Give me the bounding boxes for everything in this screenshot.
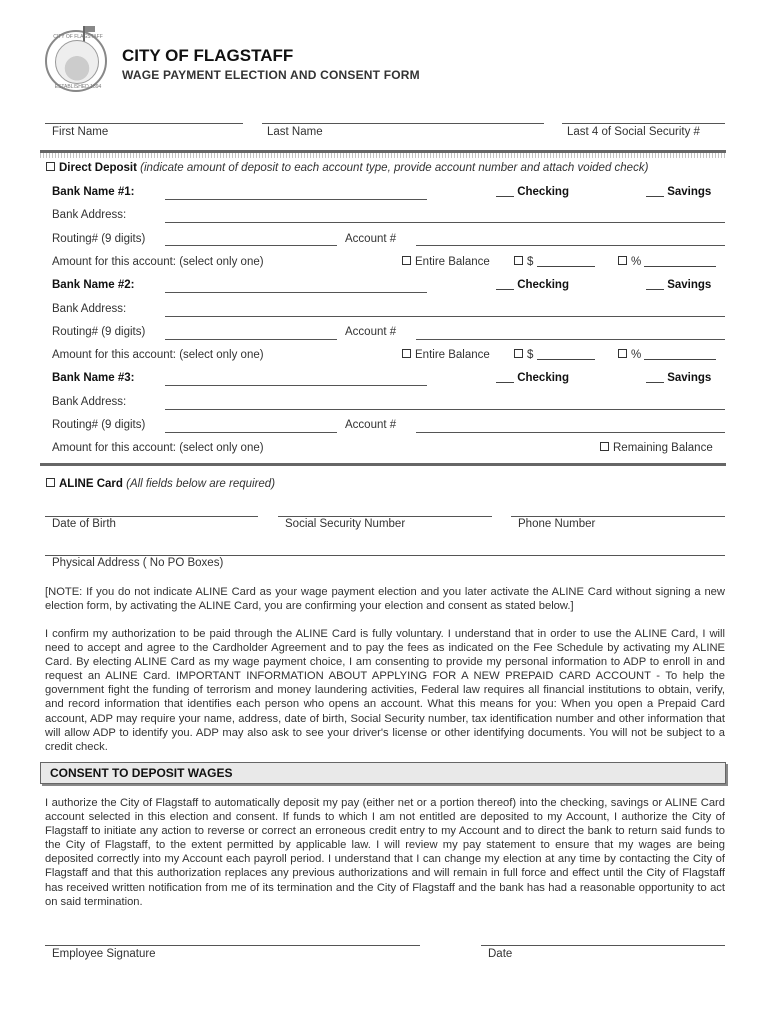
bank1-dollar-field[interactable] — [537, 266, 595, 267]
bank2-percent-checkbox[interactable] — [618, 349, 627, 358]
savings-label: Savings — [667, 372, 712, 384]
savings-label: Savings — [667, 186, 712, 198]
dob-label: Date of Birth — [52, 518, 116, 530]
ssn-last4-field[interactable] — [562, 123, 725, 124]
bank1-name-field[interactable] — [165, 199, 427, 200]
physical-address-label: Physical Address ( No PO Boxes) — [52, 557, 224, 569]
bank2-routing-field[interactable] — [165, 339, 337, 340]
page-title: CITY OF FLAGSTAFF — [122, 46, 294, 65]
ssn-label: Social Security Number — [285, 518, 406, 530]
seal-bottom-text: ESTABLISHED 1894 — [54, 84, 102, 90]
entire-balance-label: Entire Balance — [415, 256, 490, 268]
phone-label: Phone Number — [518, 518, 596, 530]
ssn-field[interactable] — [278, 516, 492, 517]
bank1-checking-option[interactable] — [496, 186, 569, 198]
savings-label: Savings — [667, 279, 712, 291]
seal-emblem — [55, 40, 99, 84]
bank1-entire-balance-option[interactable] — [402, 256, 490, 268]
bank2-dollar-option[interactable] — [514, 349, 595, 361]
bank2-label: Bank Name #2: — [52, 279, 135, 291]
bank3-checking-option[interactable] — [496, 372, 569, 384]
bank3-routing-field[interactable] — [165, 432, 337, 433]
bank1-dollar-option[interactable] — [514, 256, 595, 268]
aline-card-checkbox[interactable] — [46, 478, 55, 487]
direct-deposit-checkbox[interactable] — [46, 162, 55, 171]
bank2-savings-option[interactable] — [646, 279, 711, 291]
bank2-dollar-field[interactable] — [537, 359, 595, 360]
bank3-label: Bank Name #3: — [52, 372, 135, 384]
bank2-entire-balance-checkbox[interactable] — [402, 349, 411, 358]
bank3-savings-option[interactable] — [646, 372, 711, 384]
bank2-checking-blank[interactable] — [496, 289, 514, 290]
percent-label: % — [631, 256, 642, 268]
last-name-label: Last Name — [267, 126, 323, 138]
seal-top-text: CITY OF FLAGSTAFF — [53, 34, 103, 40]
consent-heading: CONSENT TO DEPOSIT WAGES — [50, 766, 233, 780]
direct-deposit-note: (indicate amount of deposit to each account type, provide account number and attach voided check) — [140, 162, 649, 174]
physical-address-field[interactable] — [45, 555, 725, 556]
bank3-account-field[interactable] — [416, 432, 725, 433]
city-seal — [45, 30, 107, 92]
phone-field[interactable] — [511, 516, 725, 517]
bank2-account-label: Account # — [345, 326, 397, 338]
checking-label: Checking — [517, 186, 569, 198]
bank3-savings-blank[interactable] — [646, 382, 664, 383]
percent-label: % — [631, 349, 642, 361]
bank2-address-label: Bank Address: — [52, 303, 127, 315]
bank1-label: Bank Name #1: — [52, 186, 135, 198]
first-name-field[interactable] — [45, 123, 243, 124]
bank1-percent-field[interactable] — [644, 266, 716, 267]
bank3-remaining-balance-checkbox[interactable] — [600, 442, 609, 451]
bank2-address-field[interactable] — [165, 316, 725, 317]
form-subtitle: WAGE PAYMENT ELECTION AND CONSENT FORM — [122, 68, 420, 82]
bank1-routing-field[interactable] — [165, 245, 337, 246]
dob-field[interactable] — [45, 516, 258, 517]
first-name-label: First Name — [52, 126, 109, 138]
checking-label: Checking — [517, 279, 569, 291]
aline-card-label: ALINE Card — [59, 478, 123, 490]
aline-card-note: (All fields below are required) — [126, 478, 276, 490]
bank1-dollar-checkbox[interactable] — [514, 256, 523, 265]
bank3-account-label: Account # — [345, 419, 397, 431]
consent-paragraph: I authorize the City of Flagstaff to automatically deposit my pay (either net or a portion thereof) into the checking, savings or ALINE Card account selected in this election and consent. If funds to which I am not entitled are deposited to my Account, I authorize the City of Flagstaff to initiate any action to reverse or correct an erroneous credit entry to my Account and to direct the bank to return said funds to the City of Flagstaff, to the extent permitted by applicable law. I will review my pay statement to ensure that my wages are being deposited correctly into my Account each payroll period. I understand that I can change my election at any time by contacting the City of Flagstaff and that this authorization replaces any previous authorizations and will remain in full force and effect until the City of Flagstaff has received written notification from me of its termination and the City of Flagstaff and the bank has had a reasonable opportunity to act on said termination. — [45, 797, 725, 908]
bank1-address-field[interactable] — [165, 222, 725, 223]
bank1-account-label: Account # — [345, 233, 397, 245]
bank2-percent-field[interactable] — [644, 359, 716, 360]
bank1-checking-blank[interactable] — [496, 196, 514, 197]
dollar-label: $ — [527, 256, 534, 268]
bank2-checking-option[interactable] — [496, 279, 569, 291]
bank1-account-field[interactable] — [416, 245, 725, 246]
bank1-amount-label: Amount for this account: (select only one) — [52, 256, 264, 268]
bank3-address-field[interactable] — [165, 409, 725, 410]
date-label: Date — [488, 948, 513, 960]
bank2-entire-balance-option[interactable] — [402, 349, 490, 361]
bank3-amount-label: Amount for this account: (select only one) — [52, 442, 264, 454]
direct-deposit-label: Direct Deposit — [59, 162, 137, 174]
bank1-percent-option[interactable] — [618, 256, 716, 268]
bank3-routing-label: Routing# (9 digits) — [52, 419, 146, 431]
bank1-percent-checkbox[interactable] — [618, 256, 627, 265]
bank2-account-field[interactable] — [416, 339, 725, 340]
bank2-name-field[interactable] — [165, 292, 427, 293]
aline-card-option[interactable] — [46, 478, 275, 490]
bank2-percent-option[interactable] — [618, 349, 716, 361]
bank2-dollar-checkbox[interactable] — [514, 349, 523, 358]
last-name-field[interactable] — [262, 123, 544, 124]
bank3-remaining-balance-option[interactable] — [600, 442, 713, 454]
employee-signature-field[interactable] — [45, 945, 420, 946]
entire-balance-label: Entire Balance — [415, 349, 490, 361]
bank1-routing-label: Routing# (9 digits) — [52, 233, 146, 245]
bank1-address-label: Bank Address: — [52, 209, 127, 221]
employee-signature-label: Employee Signature — [52, 948, 156, 960]
bank2-savings-blank[interactable] — [646, 289, 664, 290]
aline-confirm-paragraph: I confirm my authorization to be paid through the ALINE Card is fully voluntary. I understand that in order to use the ALINE Card, I will need to accept and agree to the Cardholder Agreement and to pay the fees as indicated on the Fee Schedule by activating my ALINE Card. By electing ALINE Card as my wage payment choice, I am consenting to provide my personal information to ADP to enroll in and request an ALINE Card. IMPORTANT INFORMATION ABOUT APPLYING FOR A NEW PREPAID CARD ACCOUNT - To help the government fight the funding of terrorism and money laundering activities, Federal law requires all financial institutions to obtain, verify, and record information that identifies each person who opens an account. What this means for you: When you open a Prepaid Card account, ADP may require your name, address, date of birth, Social Security number, tax identification number and other information that will allow ADP to identify you. ADP may also ask to see your driver's license or other identifying documents. You will not be subject to a credit check. — [45, 628, 725, 753]
direct-deposit-option[interactable] — [46, 162, 648, 174]
section-divider — [40, 463, 726, 466]
bank3-checking-blank[interactable] — [496, 382, 514, 383]
remaining-balance-label: Remaining Balance — [613, 442, 713, 454]
consent-section-header — [40, 762, 726, 784]
date-field[interactable] — [481, 945, 725, 946]
bank1-savings-option[interactable] — [646, 186, 711, 198]
bank3-name-field[interactable] — [165, 385, 427, 386]
aline-note-paragraph: [NOTE: If you do not indicate ALINE Card as your wage payment election and you later activate the ALINE Card without signing a new election form, by activating the ALINE Card, you are confirming your election and consent as stated below.] — [45, 586, 725, 613]
bank2-routing-label: Routing# (9 digits) — [52, 326, 146, 338]
bank1-savings-blank[interactable] — [646, 196, 664, 197]
bank1-entire-balance-checkbox[interactable] — [402, 256, 411, 265]
bank3-address-label: Bank Address: — [52, 396, 127, 408]
section-divider-shade — [40, 153, 726, 158]
checking-label: Checking — [517, 372, 569, 384]
dollar-label: $ — [527, 349, 534, 361]
ssn-last4-label: Last 4 of Social Security # — [567, 126, 700, 138]
bank2-amount-label: Amount for this account: (select only one) — [52, 349, 264, 361]
